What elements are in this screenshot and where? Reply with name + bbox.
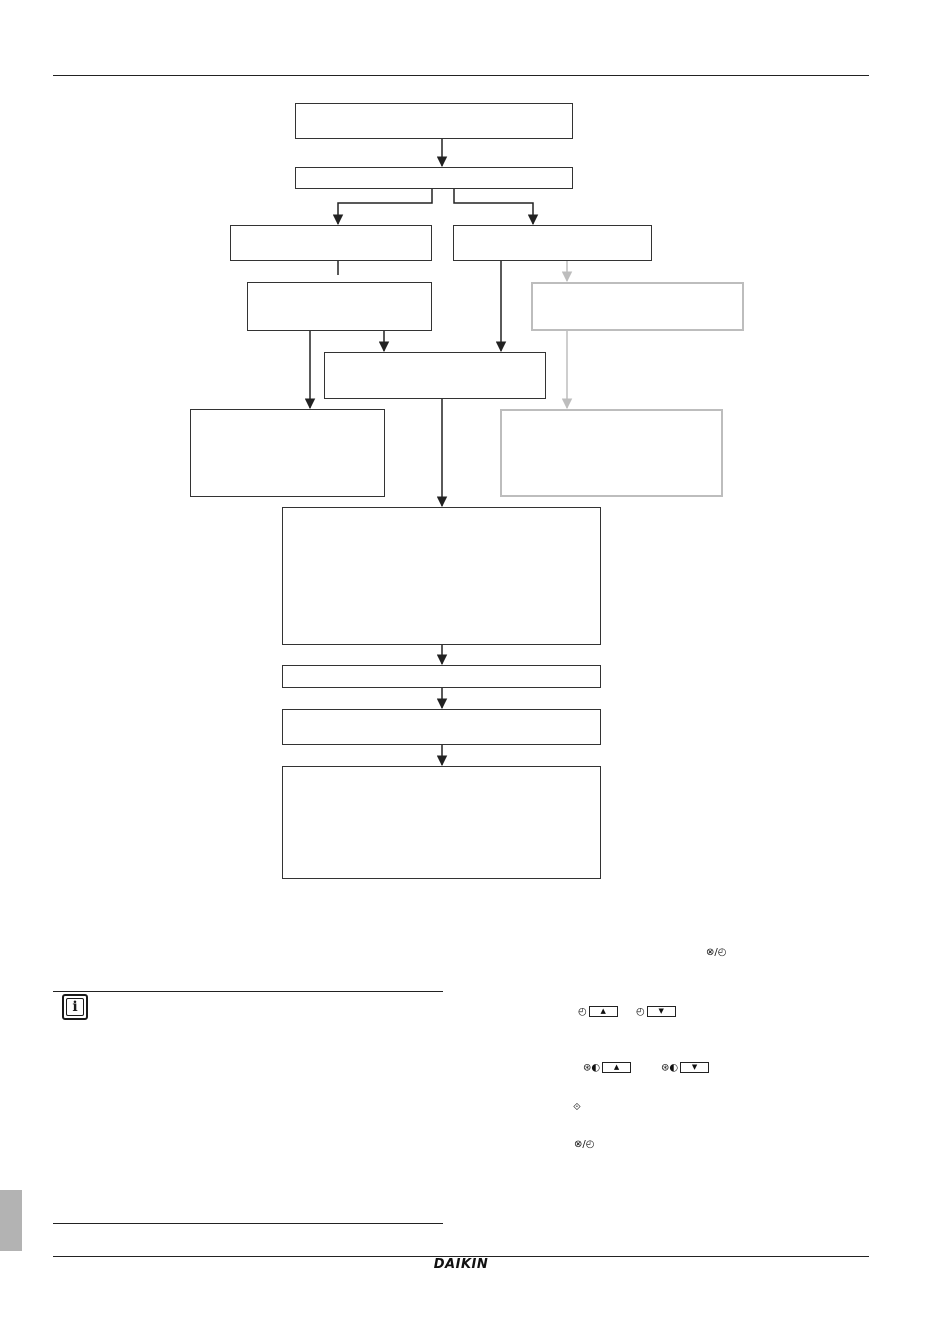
fan-off-timer-icon: ⊗/◴	[574, 1139, 595, 1150]
flow-box-3	[230, 225, 432, 261]
up-arrow-icon: ▲	[589, 1006, 618, 1017]
flow-box-9	[500, 409, 723, 497]
flow-box-8	[190, 409, 385, 497]
flow-box-1	[295, 103, 573, 139]
fan-speed-icon: ⊛◐	[661, 1062, 679, 1074]
daikin-logo: DAIKIN	[433, 1257, 489, 1272]
flow-box-11	[282, 665, 601, 688]
info-top-rule	[53, 991, 443, 992]
chapter-side-tab	[0, 1190, 22, 1251]
arrow-b2-b3	[338, 189, 432, 224]
flow-box-7	[324, 352, 546, 399]
fan-speed-icon: ⊛◐	[583, 1062, 601, 1074]
flow-box-4	[453, 225, 652, 261]
down-arrow-icon: ▼	[647, 1006, 676, 1017]
flow-box-6	[531, 282, 744, 331]
arrow-b2-b4	[454, 189, 533, 224]
fan-off-timer-icon: ⊗/◴	[706, 947, 727, 958]
flow-box-12	[282, 709, 601, 745]
flow-box-13	[282, 766, 601, 879]
up-arrow-icon: ▲	[602, 1062, 631, 1073]
fan-up-key	[583, 1062, 631, 1075]
timer-up-key	[578, 1006, 618, 1019]
flow-box-2	[295, 167, 573, 189]
timer-clock-icon: ◴	[578, 1006, 587, 1018]
flow-box-5	[247, 282, 432, 331]
timer-clock-icon: ◴	[636, 1006, 645, 1018]
flow-box-10	[282, 507, 601, 645]
fan-down-key	[661, 1062, 709, 1075]
timer-down-key	[636, 1006, 676, 1019]
enter-icon: ⟐	[573, 1102, 581, 1113]
down-arrow-icon: ▼	[680, 1062, 709, 1073]
info-bottom-rule	[53, 1223, 443, 1224]
info-icon: i	[62, 994, 88, 1020]
